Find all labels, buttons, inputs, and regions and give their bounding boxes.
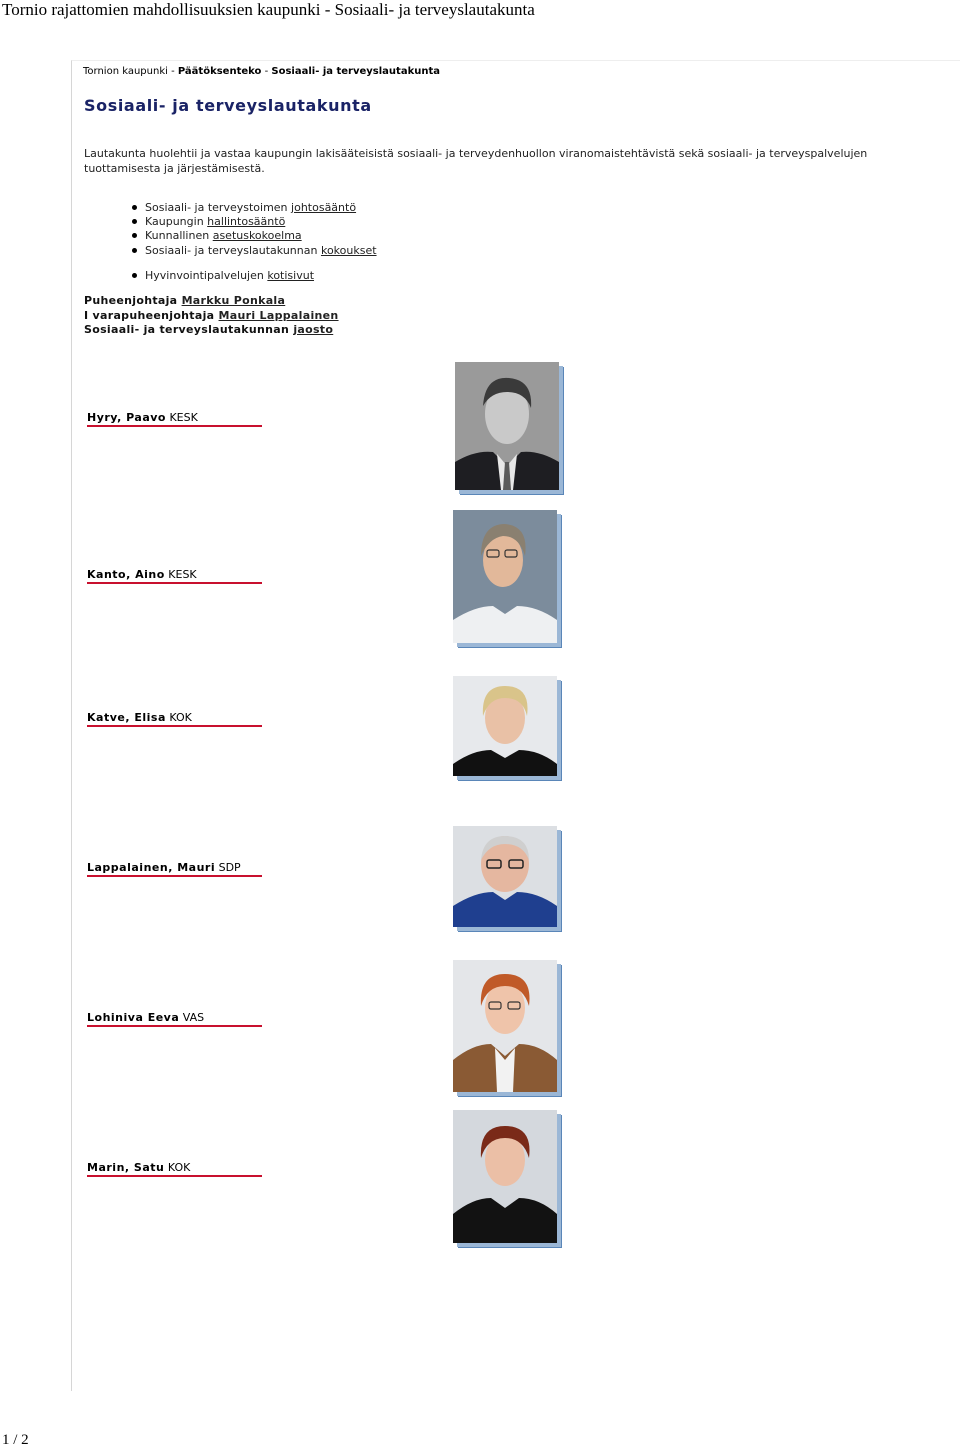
member-photo <box>453 960 557 1092</box>
link-chair[interactable]: Markku Ponkala <box>181 294 286 307</box>
portrait-image <box>453 676 557 776</box>
portrait-image <box>455 362 559 490</box>
portrait-image <box>453 510 557 643</box>
document-header-title: Tornio rajattomien mahdollisuuksien kaupunki - Sosiaali- ja terveyslautakunta <box>2 0 535 19</box>
page-title: Sosiaali- ja terveyslautakunta <box>84 96 372 115</box>
role-vice-chair: I varapuheenjohtaja Mauri Lappalainen <box>84 308 339 322</box>
link-johtosaanto[interactable]: johtosääntö <box>291 201 357 214</box>
role-chair: Puheenjohtaja Markku Ponkala <box>84 294 286 307</box>
breadcrumb <box>83 66 440 77</box>
list-item: Kaupungin hallintosääntö <box>130 215 377 229</box>
link-division[interactable]: jaosto <box>293 323 334 336</box>
portrait-image <box>453 826 557 927</box>
member-name: Katve, Elisa KOK <box>87 711 262 727</box>
member-name: Marin, Satu KOK <box>87 1161 262 1177</box>
list-item: Sosiaali- ja terveyslautakunnan kokoukset <box>130 244 377 258</box>
list-item: Hyvinvointipalvelujen kotisivut <box>130 269 377 283</box>
breadcrumb-separator: - <box>171 66 175 77</box>
member-name: Lohiniva Eeva VAS <box>87 1011 262 1027</box>
link-kokoukset[interactable]: kokoukset <box>320 243 377 257</box>
member-photo <box>453 826 557 927</box>
link-vice-chair[interactable]: Mauri Lappalainen <box>218 308 339 322</box>
breadcrumb-separator: - <box>264 66 269 77</box>
member-photo <box>453 1110 557 1243</box>
member-photo <box>453 676 557 776</box>
member-photo <box>455 362 559 490</box>
intro-text: Lautakunta huolehtii ja vastaa kaupungin lakisääteisistä sosiaali- ja terveydenhuollon viranomaistehtävistä sekä sosiaali- ja terveyspalvelujen tuottamisesta ja järjestämisestä. <box>84 147 868 175</box>
role-division: Sosiaali- ja terveyslautakunnan jaosto <box>84 323 334 336</box>
list-item: Sosiaali- ja terveystoimen johtosääntö <box>130 201 377 215</box>
member-name: Lappalainen, Mauri SDP <box>87 861 262 877</box>
breadcrumb-current: Sosiaali- ja terveyslautakunta <box>271 66 440 77</box>
document-links-list <box>130 201 377 283</box>
roles-block <box>84 294 339 338</box>
member-name: Hyry, Paavo KESK <box>87 411 262 427</box>
breadcrumb-home[interactable]: Tornion kaupunki <box>83 66 168 77</box>
link-hallintosaanto[interactable]: hallintosääntö <box>207 215 286 229</box>
link-kotisivut[interactable]: kotisivut <box>267 268 315 282</box>
page-number: 1 / 2 <box>2 1432 29 1448</box>
member-photo <box>453 510 557 643</box>
member-name: Kanto, Aino KESK <box>87 568 262 584</box>
breadcrumb-section[interactable]: Päätöksenteko <box>177 66 262 77</box>
link-asetuskokoelma[interactable]: asetuskokoelma <box>212 229 302 243</box>
portrait-image <box>453 960 557 1092</box>
list-item: Kunnallinen asetuskokoelma <box>130 229 377 243</box>
portrait-image <box>453 1110 557 1243</box>
